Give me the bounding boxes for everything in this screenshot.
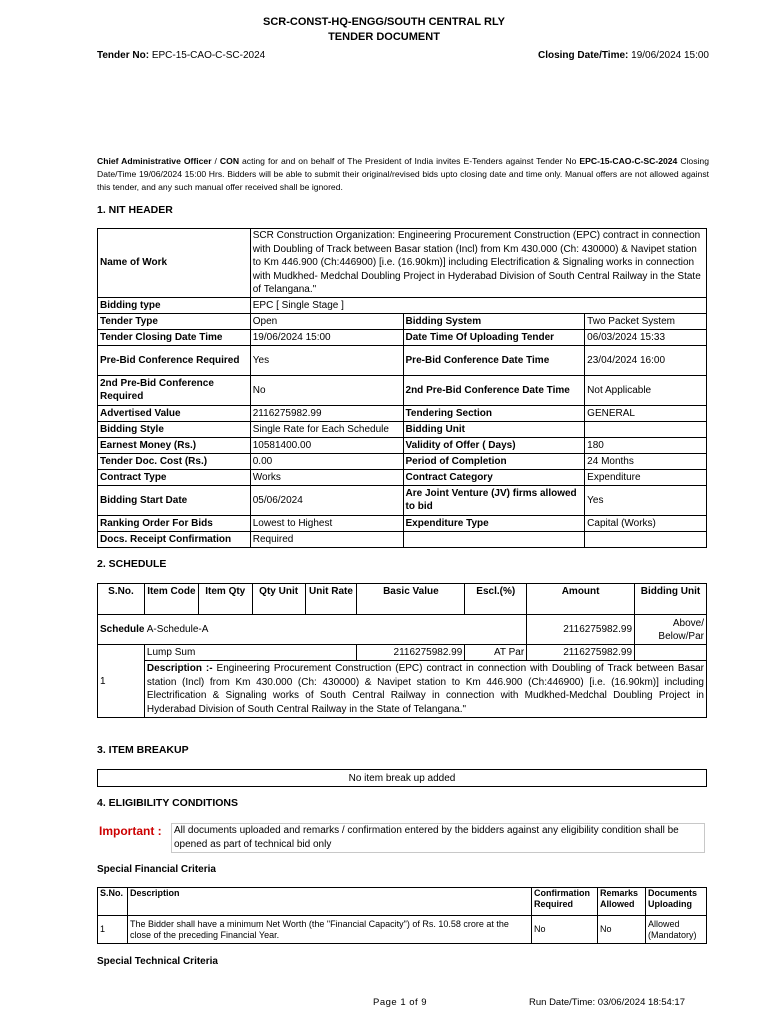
nit-key: Expenditure Type [403,515,585,531]
closing-datetime: Closing Date/Time: 19/06/2024 15:00 [537,50,709,61]
schedule-bidding-unit: Above/ Below/Par [635,615,707,645]
nit-key: Bidding Style [98,421,251,437]
nit-key: Contract Category [403,469,585,485]
financial-column-header: Remarks Allowed [598,888,646,916]
item-name: Lump Sum [144,645,357,661]
table-row [98,469,707,485]
nit-value: Single Rate for Each Schedule [250,421,403,437]
nit-value: 24 Months [585,453,707,469]
schedule-column-header: Unit Rate [305,584,357,615]
table-row [98,437,707,453]
nit-value: Works [250,469,403,485]
schedule-group-row [98,615,707,645]
schedule-column-header: Amount [527,584,635,615]
item-sno: 1 [98,645,145,718]
table-row [98,329,707,345]
schedule-amount: 2116275982.99 [527,615,635,645]
docs-receipt-value: Required [250,531,403,547]
bidding-type-label: Bidding type [98,297,251,313]
nit-header-table [97,228,707,548]
table-row [98,916,707,944]
item-breakup-text: No item break up added [98,770,707,787]
schedule-column-header: Item Qty [198,584,252,615]
run-datetime: Run Date/Time: 03/06/2024 18:54:17 [529,997,685,1008]
item-amount: 2116275982.99 [527,645,635,661]
item-bidding-unit [635,645,707,661]
nit-key: Ranking Order For Bids [98,515,251,531]
nit-key [403,531,585,547]
nit-key: Bidding Start Date [98,485,251,515]
important-label: Important : [99,824,162,838]
nit-value [585,531,707,547]
nit-value: 19/06/2024 15:00 [250,329,403,345]
nit-value: 05/06/2024 [250,485,403,515]
name-of-work-value: SCR Construction Organization: Engineering Procurement Construction (EPC) contract in connection with Doubling of Track between Basar station (Incl) from Km 430.000 (Ch: 430000) & Navipet station to Km 446.900 (Ch:446900) [i.e. (16.90km)] including Electrification & Signaling works in connection with Mudkhed- Medchal Doubling Project in Hyderabad Division of South Central Railway in the State of Telangana." [250,229,706,298]
nit-value: Lowest to Highest [250,515,403,531]
item-escalation: AT Par [465,645,527,661]
eligibility-heading: 4. ELIGIBILITY CONDITIONS [97,797,238,809]
nit-key: Validity of Offer ( Days) [403,437,585,453]
tender-number: Tender No: EPC-15-CAO-C-SC-2024 [97,50,266,61]
table-row [98,375,707,405]
nit-key: Bidding System [403,313,585,329]
nit-value: Capital (Works) [585,515,707,531]
nit-value: 10581400.00 [250,437,403,453]
schedule-heading: 2. SCHEDULE [97,558,167,570]
financial-criteria-heading: Special Financial Criteria [97,864,216,875]
financial-sno-cell: 1 [98,916,128,944]
nit-value: 23/04/2024 16:00 [585,345,707,375]
item-description: Description :- Engineering Procurement Construction (EPC) contract in connection with Doubling of Track between Basar station (Incl) from Km 430.000 (Ch: 430000) & Navipet station to Km 446.900 (Ch:446900) [i.e. (16.90km)] including Electrification & Signaling works of South Central Railway in connection with Mudkhed-Medchal Doubling Project in Hyderabad Division of South Central Railway in the State of Telangana." [144,661,706,718]
table-row [98,485,707,515]
table-row [98,531,707,547]
schedule-column-header: Qty Unit [252,584,305,615]
financial-column-header: Confirmation Required [532,888,598,916]
nit-key: Advertised Value [98,405,251,421]
nit-value: Open [250,313,403,329]
table-row [98,345,707,375]
table-row [98,770,707,787]
bidding-type-value: EPC [ Single Stage ] [250,297,706,313]
schedule-column-header: S.No. [98,584,145,615]
nit-key: Earnest Money (Rs.) [98,437,251,453]
table-row [98,661,707,718]
financial-desc-cell: The Bidder shall have a minimum Net Worth (the "Financial Capacity") of Rs. 10.58 crore at the close of the preceding Financial Year. [127,916,531,944]
table-row [98,297,707,313]
financial-docs-cell: Allowed (Mandatory) [646,916,707,944]
financial-column-header: Documents Uploading [646,888,707,916]
item-breakup-heading: 3. ITEM BREAKUP [97,744,189,756]
nit-value: No [250,375,403,405]
technical-criteria-heading: Special Technical Criteria [97,956,218,967]
nit-value: 06/03/2024 15:33 [585,329,707,345]
page-number: Page 1 of 9 [373,997,428,1008]
nit-key: Tender Type [98,313,251,329]
table-row [98,453,707,469]
organization-title: SCR-CONST-HQ-ENGG/SOUTH CENTRAL RLY [262,16,505,28]
nit-key: 2nd Pre-Bid Conference Date Time [403,375,585,405]
schedule-column-header: Bidding Unit [635,584,707,615]
nit-value [585,421,707,437]
nit-key: Tender Doc. Cost (Rs.) [98,453,251,469]
important-notice [97,821,707,853]
nit-key: Pre-Bid Conference Required [98,345,251,375]
nit-header-heading: 1. NIT HEADER [97,204,173,216]
document-title: TENDER DOCUMENT [328,31,440,43]
nit-key: Period of Completion [403,453,585,469]
item-basic-value: 2116275982.99 [357,645,465,661]
docs-receipt-label: Docs. Receipt Confirmation [98,531,251,547]
nit-value: Two Packet System [585,313,707,329]
nit-key: Bidding Unit [403,421,585,437]
nit-key: Contract Type [98,469,251,485]
table-row [98,229,707,298]
table-row [98,645,707,661]
intro-paragraph: Chief Administrative Officer / CON acting for and on behalf of The President of India invites E-Tenders against Tender No EPC-15-CAO-C-SC-2024 Closing Date/Time 19/06/2024 15:00 Hrs. Bidders will be able to submit their original/revised bids upto closing date and time only. Manual offers are not allowed against this tender, and any such manual offer received shall be ignored. [97,156,709,192]
schedule-column-header: Basic Value [357,584,465,615]
financial-remarks-cell: No [598,916,646,944]
schedule-column-header: Item Code [144,584,198,615]
nit-value: Expenditure [585,469,707,485]
financial-column-header: S.No. [98,888,128,916]
nit-value: Not Applicable [585,375,707,405]
nit-key: 2nd Pre-Bid Conference Required [98,375,251,405]
nit-key: Pre-Bid Conference Date Time [403,345,585,375]
table-row [98,515,707,531]
schedule-header-row [98,584,707,615]
nit-value: 180 [585,437,707,453]
schedule-group-cell: Schedule A-Schedule-A [98,615,527,645]
nit-key: Tender Closing Date Time [98,329,251,345]
nit-value: 0.00 [250,453,403,469]
schedule-table [97,583,707,718]
nit-value: Yes [250,345,403,375]
nit-value: 2116275982.99 [250,405,403,421]
financial-conf-cell: No [532,916,598,944]
nit-value: Yes [585,485,707,515]
financial-column-header: Description [127,888,531,916]
financial-criteria-table [97,887,707,944]
nit-key: Are Joint Venture (JV) firms allowed to bid [403,485,585,515]
financial-header-row [98,888,707,916]
nit-value: GENERAL [585,405,707,421]
item-breakup-table [97,769,707,787]
nit-key: Date Time Of Uploading Tender [403,329,585,345]
name-of-work-label: Name of Work [98,229,251,298]
table-row [98,421,707,437]
table-row [98,405,707,421]
schedule-column-header: Escl.(%) [465,584,527,615]
important-text: All documents uploaded and remarks / confirmation entered by the bidders against any eligibility condition shall be opened as part of technical bid only [171,823,705,853]
table-row [98,313,707,329]
nit-key: Tendering Section [403,405,585,421]
